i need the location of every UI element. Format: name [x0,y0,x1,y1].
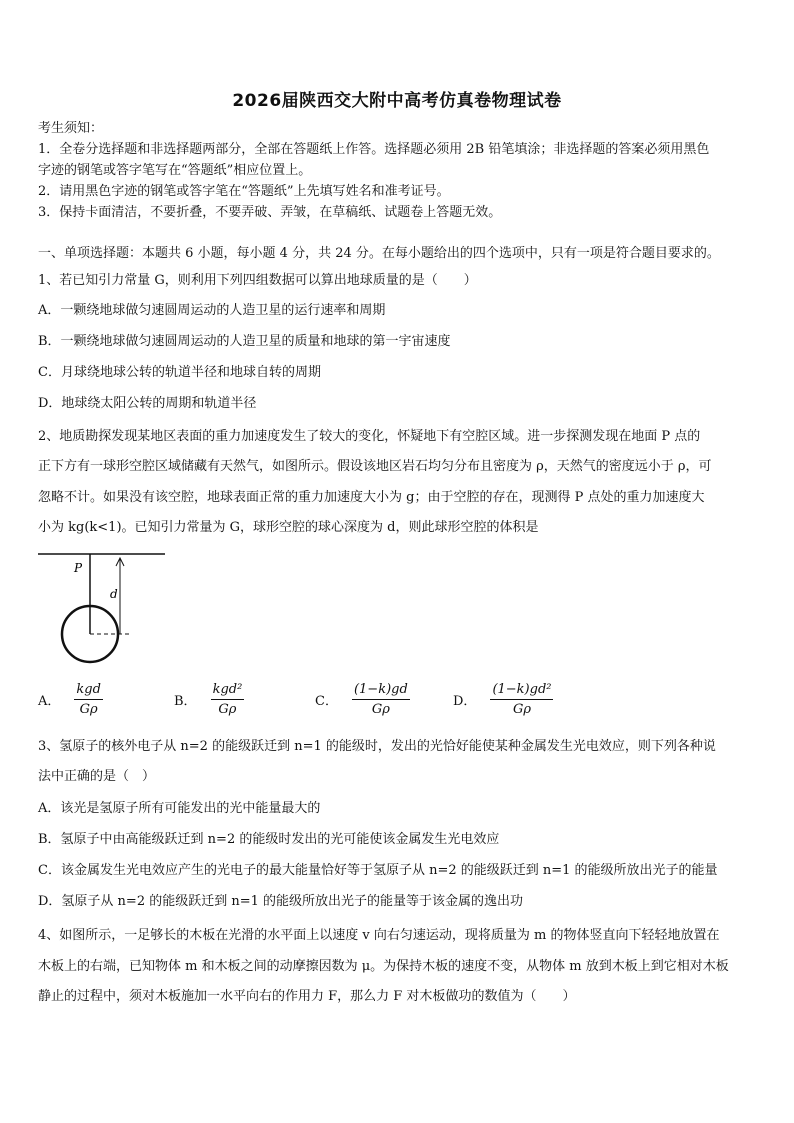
notice-item-1a: 1．全卷分选择题和非选择题两部分，全部在答题纸上作答。选择题必须用 2B 铅笔填涂；非选择题的答案必须用黑色 [38,142,710,157]
q2-option-a-numerator: kgd [74,682,103,700]
q2-line-3: 忽略不计。如果没有该空腔，地球表面正常的重力加速度大小为 g；由于空腔的存在，现测得 P 点处的重力加速度大 [38,490,705,505]
q4-line-1: 4、如图所示，一足够长的木板在光滑的水平面上以速度 v 向右匀速运动，现将质量为 m 的物体竖直向下轻轻地放置在 [38,928,720,943]
q2-option-a-denominator: Gρ [79,702,98,717]
q2-option-d-numerator: (1−k)gd² [490,682,553,700]
q3-option-d: D．氢原子从 n=2 的能级跃迁到 n=1 的能级所放出光子的能量等于该金属的逸出功 [38,894,524,909]
q2-option-c-label: C． [315,694,338,709]
q2-option-d-formula [490,682,553,717]
q1-stem: 1、若已知引力常量 G，则利用下列四组数据可以算出地球质量的是（ ） [38,273,477,288]
q2-option-b-denominator: Gρ [218,702,237,717]
q2-line-1: 2、地质勘探发现某地区表面的重力加速度发生了较大的变化，怀疑地下有空腔区域。进一步探测发现在地面 P 点的 [38,429,701,444]
q3-option-b: B．氢原子中由高能级跃迁到 n=2 的能级时发出的光可能使该金属发生光电效应 [38,832,500,847]
notice-item-1b: 字迹的钢笔或答字笔写在“答题纸”相应位置上。 [38,163,312,178]
q4-line-3: 静止的过程中，须对木板施加一水平向右的作用力 F，那么力 F 对木板做功的数值为（ ） [38,989,576,1004]
notice-heading: 考生须知： [38,121,104,136]
q3-option-c: C．该金属发生光电效应产生的光电子的最大能量恰好等于氢原子从 n=2 的能级跃迁到 n=1 的能级所放出光子的能量 [38,863,718,878]
q2-option-d-label: D． [453,694,477,709]
q2-option-c-formula [352,682,410,717]
q2-line-4: 小为 kg(k<1)。已知引力常量为 G，球形空腔的球心深度为 d，则此球形空腔的体积是 [38,520,539,535]
q1-option-a: A．一颗绕地球做匀速圆周运动的人造卫星的运行速率和周期 [38,303,386,318]
q1-option-b: B．一颗绕地球做匀速圆周运动的人造卫星的质量和地球的第一宇宙速度 [38,334,451,349]
q2-option-a [38,682,103,717]
q2-option-d-denominator: Gρ [512,702,531,717]
cavity-diagram [38,548,168,673]
q2-option-b-label: B． [174,694,197,709]
q2-option-b-numerator: kgd² [211,682,245,700]
point-p-label: P [74,561,83,575]
q2-option-c-numerator: (1−k)gd [352,682,410,700]
q2-option-d [453,682,553,717]
q4-line-2: 木板上的右端，已知物体 m 和木板之间的动摩擦因数为 μ。为保持木板的速度不变，从物体 m 放到木板上到它相对木板 [38,959,729,974]
q3-option-a: A．该光是氢原子所有可能发出的光中能量最大的 [38,801,321,816]
q2-line-2: 正下方有一球形空腔区域储藏有天然气，如图所示。假设该地区岩石均匀分布且密度为 ρ，天然气的密度远小于 ρ，可 [38,459,712,474]
q3-line-1: 3、氢原子的核外电子从 n=2 的能级跃迁到 n=1 的能级时，发出的光恰好能使某种金属发生光电效应，则下列各种说 [38,739,716,754]
notice-item-3: 3．保持卡面清洁，不要折叠，不要弄破、弄皱，在草稿纸、试题卷上答题无效。 [38,205,502,220]
q2-option-b-formula [211,682,245,717]
notice-item-2: 2．请用黑色字迹的钢笔或答字笔在“答题纸”上先填写姓名和准考证号。 [38,184,450,199]
q3-line-2: 法中正确的是（ ） [38,769,156,784]
depth-d-label: d [110,587,118,601]
q2-option-a-formula [74,682,103,717]
q2-option-a-label: A． [38,694,61,709]
section-heading: 一、单项选择题：本题共 6 小题，每小题 4 分，共 24 分。在每小题给出的四个选项中，只有一项是符合题目要求的。 [38,246,720,261]
q2-options [38,682,760,722]
q1-option-d: D．地球绕太阳公转的周期和轨道半径 [38,396,257,411]
q2-option-b [174,682,244,717]
q2-option-c-denominator: Gρ [371,702,390,717]
q2-option-c [315,682,410,717]
page-title: 2026届陕西交大附中高考仿真卷物理试卷 [232,91,562,111]
q1-option-c: C．月球绕地球公转的轨道半径和地球自转的周期 [38,365,321,380]
